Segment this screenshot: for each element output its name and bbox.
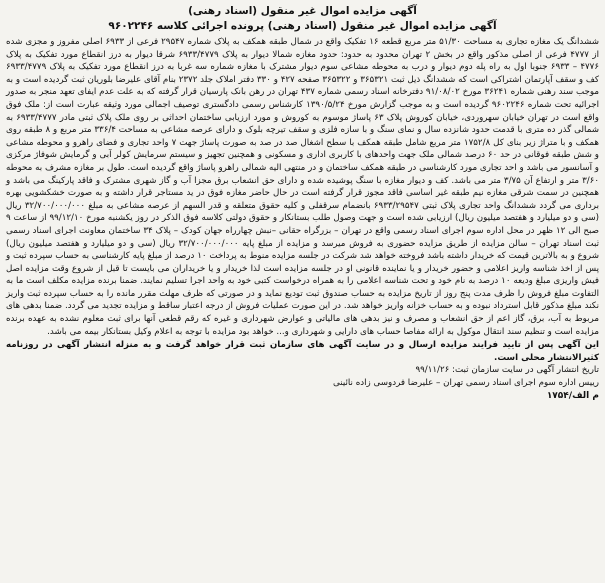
notice-body: ششدانگ یک مغازه تجاری به مساحت ۵۱/۳۰ متر مربع قطعه ۱۶ تفکیک واقع در شمال طبقه همکف به پلاک شماره ۲۹۵۴۷ فرعی از ۶۹۳۳ اصلی مفروز و مجزی شده از ۴۷۷۷ فرعی از اصلی مذکور واقع در بخش ۲ تهران محدود به حدود: حدود مغازه شمالا دیوار به پلاک ۶۹۳۳/۴۷۷۹ شرقا دیوار به درز انقطاع مورد تفکیک به پلاک ۴۷۷۶ – ۶۹۳۳ جنوبا اول به راه پله دوم دیوار و درب به محوطه مشاعی سوم دیوار مشترک با مغازه شماره سه غربا به درز انقطاع مورد تفکیک به پلاک ۶۹۳۳/۴۷۷۹ کف و سقف آپارتمان اشتراکی است که ششدانگ ذیل ثبت ۳۶۵۳۲۱ و ۳۶۵۳۲۲ صفحه ۴۲۷ و ۳۳۰ دفتر املاک جلد ۲۳۷۲ بنام آقای علیرضا بلوریان ثبت گردیده است و به موجب سند رهنی شماره ۳۶۲۴۱ مورخ ۹۱/۰۸/۰۲ دفترخانه اسناد رسمی شماره ۴۳۷ تهران در رهن بانک پارسیان قرار گرفته که به علت عدم ایفای تعهد منجر به صدور اجرائیه تحت شماره ۹۶۰۲۲۴۶ گردیده است و به موجب گزارش مورخ ۱۳۹۰/۵/۲۴ کارشناس رسمی دادگستری توصیف اجمالی مورد وثیقه عبارت است از: ملک فوق واقع است در تهران خیابان سهروردی، خیابان کوروش پلاک ۶۳ پاساژ موسوم به کوروش و مورد ارزیابی ساختمان احداثی بر روی ملک پلاک ثبتی مادر ۶۹۳۳/۴۷۷۷ به شمالی گذر ده متری با قدمت حدود شانزده سال و نمای سنگ و با سازه فلزی و سقف تیرچه بلوک و دارای عرصه مشاعی به مساحت ۳۳۶/۴ متر مربع و ۸ طبقه روی همکف و با متراژ زیر بنای کل ۱۷۵۲/۸ متر مربع شامل طبقه همکف با سطح اشغال صد در صد به صورت پاساژ جهت ۷ واحد تجاری و فضای راهرو و محوطه مشاعی و شش طبقه فوقانی در حد ۶۰ درصد شمالی ملک جهت واحدهای با کاربری اداری و مسکونی و همچنین تجهیز و سیستم سرمایش کولر آبی و گرمایش شوفاژ مرکزی و آسانسور می باشد و احد تجاری مورد کارشناسی در طبقه همکف ساختمان و در منتهی الیه شمالی راهرو پاساژ واقع گردیده است. طول بر مغازه مشرف به محوطه ۳/۶۰ متر و ارتفاع آن ۳/۷۵ متر می باشد. کف و دیوار مغازه با سنگ پوشیده شده و دارای حق انشعاب برق مجزا آب و گاز شهری مشترک و فاقد پارکینگ می باشد و همچنین در سمت شرقی مغازه نیم طبقه غیر اساسی فاقد مجوز قرار گرفته است در حال حاضر مغازه فوق در ید مستاجر قرار داشته و به صورت خشکشویی بهره برداری می گردد ششدانگ واحد تجاری پلاک ثبتی ۶۹۳۳/۲۹۵۴۷ بانضمام سرقفلی و کلیه حقوق متعلقه و قدر السهم از عرصه مشاعی به مبلغ ۳۲/۷۰۰/۰۰۰/۰۰۰ ریال (سی و دو میلیارد و هفتصد میلیون ریال) ارزیابی شده است و جهت وصول طلب بستانکار و حقوق دولتی کلاسه فوق الذکر در روز یکشنبه مورخ ۹۹/۱۲/۱۰ از ساعت ۹ صبح الی ۱۲ ظهر در محل اداره سوم اجرای اسناد رسمی واقع در تهران – بزرگراه حقانی –نبش چهارراه جهان کودک – پلاک ۳۴ ساختمان معاونت اجرای اسناد رسمی ثبت اسناد تهران – سالن مزایده از طریق مزایده حضوری به فروش میرسد و مزایده از مبلغ پایه ۳۲/۷۰۰/۰۰۰/۰۰۰ ریال (سی و دو میلیارد و هفتصد میلیون ریال) شروع و به بالاترین قیمت که خریدار داشته باشد فروخته خواهد شد شرکت در جلسه مزایده منوط به پرداخت ۱۰ درصد از مبلغ پایه کارشناسی به حساب سپرده ثبت و پس از اخذ شناسه واریز اعلامی و حضور خریدار و یا نماینده قانونی او در جلسه مزایده است لذا خریدار و یا خریداران می بایست تا قبل از شروع وقت مزایده اصل فیش واریزی مبلغ ودیعه ۱۰ درصد به نام خود و تحت شناسه اعلامی را به همراه درخواست کتبی خود به واحد اجرا تسلیم نمایند. ضمنا برنده مزایده مکلف است ما به التفاوت مبلغ فروش را ظرف مدت پنج روز از تاریخ مزایده به حساب صندوق ثبت تودیع نماید و در صورتی که ظرف مهلت مقرر مانده را به حساب سپرده ثبت واریز نکند مبلغ مذکور قابل استرداد نبوده و به حساب خزانه واریز خواهد شد. در این صورت عملیات فروش از درجه اعتبار ساقط و مزایده تجدید می گردد. ضمنا بدهی های مربوط به آب، برق، گاز اعم از حق انشعاب و مصرف و نیز بدهی های مالیاتی و عوارض شهرداری و غیره که رقم قطعی آنها برای ثبت معلوم نشده به عهده برنده مزایده است و تنظیم سند انتقال موکول به ارائه مفاصا حساب های دارایی و شهرداری و... خواهد بود مزایده با توجه به اعلام وکیل بستانکار بیمه می باشد. [6,37,600,337]
publication-date: تاریخ انتشار آگهی در سایت سازمان ثبت: ۹۹/۱۱/۲۶ [415,365,599,376]
notice-subtitle: آگهی مزایده اموال غیر منقول (اسناد رهنی) پرونده اجرائی کلاسه ۹۶۰۲۲۴۶ [108,20,497,32]
publication-note: این آگهی پس از تایید فرایند مزایده ارسال و در سایت آگهی های سازمان ثبت قرار خواهد گرفت و به منزله انتشار آگهی در روزنامه کثیرالانتشار محلی است. [6,340,599,363]
signatory: رییس اداره سوم اجرای اسناد رسمی تهران – علیرضا فردوسی زاده نائینی [332,378,599,389]
notice-footer [6,339,599,402]
reference-number: م الف/۱۷۵۴ [546,390,599,401]
notice-title: آگهی مزایده اموال غیر منقول (اسناد رهنی) [188,5,417,17]
